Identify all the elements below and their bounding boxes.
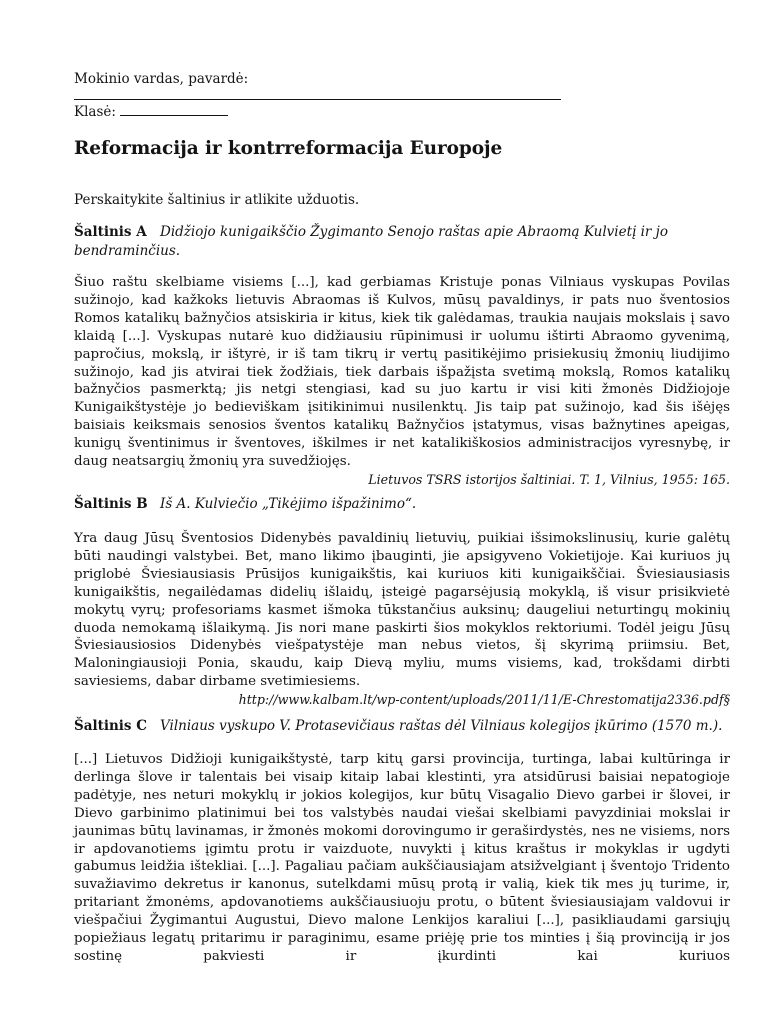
- source-c-text: [...] Lietuvos Didžioji kunigaikštystė, tarp kitų garsi provincija, turtinga, labai kultūringa ir derlinga šlove ir talentais bei visaip kitaip labai klestinti, yra atsidūrusi baisiai nepatogioje padėtyje, nes neturi mokyklų ir jokios kolegijos, kur būtų Visagalio Dievo garbei ir šlovei, ir Dievo garbinimo platinimui bei tos valstybės naudai viešai skelbiami pavyzdiniai mokslai ir jaunimas būtų lavinamas, ir žmonės mokomi dorovingumo ir geraširdystės, nes ne visiems, nors ir apdovanotiems įgimtu protu ir vaizduote, nuvykti į kitus kraštus ir mokyklas ir ugdyti gabumus leidžia ištekliai. [...]. Pagaliau pačiam aukščiausiajam atsižvelgiant į šventojo Tridento suvažiavimo dekretus ir kanonus, sutelkdami mūsų protą ir valią, kiek tik mes jų turime, ir, pritariant žmonėms, apdovanotiems aukščiausiuoju protu, o būtent šviesiausiajam valdovui ir viešpačiui Žygimantui Augustui, Dievo malone Lenkijos karaliui [...], pasikliaudami garsiųjų popiežiaus legatų pritarimu ir paraginimu, esame priėję prie tos minties į šią provinciją ir jos sostinę pakviesti ir įkurdinti kai kuriuos: [74, 752, 730, 964]
- source-a-text: Šiuo raštu skelbiame visiems [...], kad gerbiamas Kristuje ponas Vilniaus vyskupas Povilas sužinojo, kad kažkoks lietuvis Abraomas iš Kulvos, mūsų pavaldinys, ir pats nuo šventosios Romos katalikų bažnyčios atsiskiria ir kitus, kiek tik galėdamas, traukia naujais mokslais į savo klaidą [...]. Vyskupas nutarė kuo didžiausiu rūpinimusi ir uolumu ištirti Abraomo gyvenimą, papročius, mokslą, ir ištyrė, ir iš tam tikrų ir vertų pasitikėjimo prisiekusių žmonių liudijimo sužinojo, kad jis atvirai tiek žodžiais, tiek darbais išpažįsta svetimą mokslą, Romos katalikų bažnyčios pasmerktą; jis netgi stengiasi, kad su juo kartu ir visi kiti žmonės Didžiojoje Kunigaikštystėje jo bedieviškam įsitikinimui nusilenktų. Jis taip pat sužinojo, kad šis išėjęs baisiais keiksmais senosios šventos katalikų Bažnyčios įstatymus, visas bažnytines apeigas, kunigų šventinimus ir šventoves, iškilmes ir net katalikiškosios administracijos vyresnybę, ir daug neatsargių žmonių yra suvedžiojęs.: [74, 275, 730, 470]
- class-row: [74, 103, 228, 121]
- source-c-heading: [74, 717, 730, 736]
- student-name-row: [74, 70, 248, 88]
- class-blank[interactable]: [120, 103, 228, 116]
- source-c-body: [74, 751, 730, 966]
- source-b-description: Iš A. Kulviečio „Tikėjimo išpažinimo“.: [160, 496, 417, 512]
- class-label: Klasė:: [74, 104, 116, 120]
- source-b-heading: [74, 495, 730, 514]
- source-a-citation: Lietuvos TSRS istorijos šaltiniai. T. 1, Vilnius, 1955: 165.: [368, 471, 730, 487]
- source-a-label: Šaltinis A: [74, 224, 147, 240]
- source-c-description: Vilniaus vyskupo V. Protasevičiaus raštas dėl Vilniaus kolegijos įkūrimo (1570 m.).: [160, 718, 723, 734]
- source-a-heading: [74, 223, 730, 260]
- source-a-description: Didžiojo kunigaikščio Žygimanto Senojo raštas apie Abraomą Kulvietį ir jo bendraminčius.: [74, 224, 668, 259]
- source-a-body: [74, 274, 730, 489]
- source-b-label: Šaltinis B: [74, 496, 148, 512]
- source-b-text: Yra daug Jūsų Šventosios Didenybės pavaldinių lietuvių, puikiai išsimokslinusių, kurie galėtų būti naudingi valstybei. Bet, mano likimo įbauginti, jie apsigyveno Vokietijoje. Kai kuriuos jų priglobė Šviesiausiasis Prūsijos kunigaikštis, kai kuriuos kiti kunigaikščiai. Šviesiausiasis kunigaikštis, negailėdamas didelių išlaidų, įsteigė pagarsėjusią mokyklą, iš visur prisikvietė mokytų vyrų; profesoriams kasmet išmoka tūkstančius auksinų; daugeliui neturtingų mokinių duoda nemokamą išlaikymą. Jis nori mane paskirti šios mokyklos rektoriumi. Todėl jeigu Jūsų Šviesiausiosios Didenybės viešpatystėje man nebus vietos, šį skyrimą priimsiu. Bet, Maloningiausioji Ponia, skaudu, kaip Dievą myliu, mums visiems, kad, trokšdami dirbti saviesiems, dabar dirbame svetimiesiems.: [74, 531, 730, 690]
- student-name-label: Mokinio vardas, pavardė:: [74, 71, 249, 87]
- instruction-text: Perskaitykite šaltinius ir atlikite užduotis.: [74, 192, 360, 208]
- source-b-body: [74, 530, 730, 709]
- source-c-label: Šaltinis C: [74, 718, 147, 734]
- student-name-blank[interactable]: [74, 99, 561, 100]
- page-title: Reformacija ir kontrreformacija Europoje: [74, 138, 503, 159]
- source-b-citation[interactable]: http://www.kalbam.lt/wp-content/uploads/2011/11/E-Chrestomatija2336.pdf§: [238, 692, 730, 708]
